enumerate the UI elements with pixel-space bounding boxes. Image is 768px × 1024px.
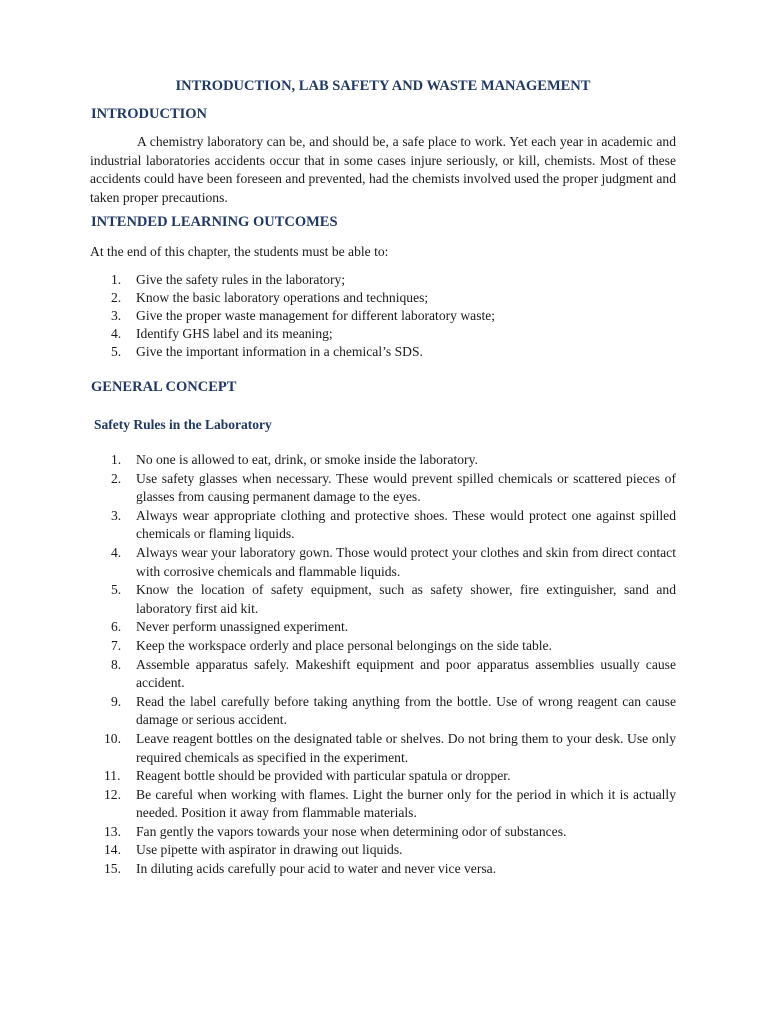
list-item [90,470,676,507]
item-text: Leave reagent bottles on the designated table or shelves. Do not bring them to your desk. Use only required chemicals as specified in the experiment. [136,730,676,765]
item-text: No one is allowed to eat, drink, or smoke inside the laboratory. [136,452,478,467]
item-number: 5. [111,582,122,598]
introduction-heading: INTRODUCTION [91,106,208,122]
introduction-paragraph [90,133,676,207]
item-number: 12. [104,786,121,802]
item-text: Always wear appropriate clothing and protective shoes. These would protect one against spilled chemicals or flaming liquids. [136,507,676,542]
list-item [90,767,676,786]
item-number: 9. [111,693,122,709]
list-item [90,786,676,823]
list-item [90,307,676,325]
safety-rules-list [90,451,676,879]
outcomes-lead: At the end of this chapter, the students must be able to: [90,244,389,259]
list-item [90,289,676,307]
list-item [90,618,676,637]
item-text: Never perform unassigned experiment. [136,619,349,635]
list-item [90,656,676,693]
item-text: Always wear your laboratory gown. Those would protect your clothes and skin from direct contact with corrosive chemicals and flammable liquids. [136,544,676,579]
item-text: Know the basic laboratory operations and techniques; [136,290,429,305]
item-number: 6. [111,619,122,635]
item-number: 15. [104,861,121,877]
list-item [90,507,676,544]
item-text: Use pipette with aspirator in drawing out liquids. [136,842,403,858]
list-item [90,693,676,730]
item-number: 13. [104,823,121,839]
item-number: 1. [111,272,122,287]
list-item [90,730,676,767]
list-item [90,451,676,470]
item-text: Give the proper waste management for different laboratory waste; [136,308,496,323]
list-item [90,860,676,879]
general-concept-heading: GENERAL CONCEPT [91,379,237,395]
document-title: INTRODUCTION, LAB SAFETY AND WASTE MANAGEMENT [175,78,591,94]
item-text: In diluting acids carefully pour acid to water and never vice versa. [136,861,497,877]
item-number: 7. [111,637,122,653]
list-item [90,823,676,842]
item-number: 2. [111,290,122,305]
item-text: Give the important information in a chemical’s SDS. [136,344,423,359]
item-text: Keep the workspace orderly and place personal belongings on the side table. [136,637,552,653]
introduction-text: A chemistry laboratory can be, and should be, a safe place to work. Yet each year in academic and industrial laboratories accidents occur that in some cases injure seriously, or kill, chemists. Most of these accidents could have been foreseen and prevented, had the chemists involved used the proper judgment and taken proper precautions. [90,134,676,205]
item-text: Assemble apparatus safely. Makeshift equipment and poor apparatus assemblies usually cause accident. [136,656,676,691]
item-number: 1. [111,452,122,467]
item-text: Use safety glasses when necessary. These would prevent spilled chemicals or scattered pieces of glasses from causing permanent damage to the eyes. [136,470,676,505]
item-number: 3. [111,308,122,323]
item-text: Read the label carefully before taking anything from the bottle. Use of wrong reagent can cause damage or serious accident. [136,693,676,728]
item-number: 8. [111,656,122,672]
list-item [90,343,676,361]
item-text: Be careful when working with flames. Light the burner only for the period in which it is actually needed. Position it away from flammable materials. [136,786,676,821]
list-item [90,581,676,618]
item-text: Give the safety rules in the laboratory; [136,272,346,287]
item-text: Reagent bottle should be provided with particular spatula or dropper. [136,768,511,784]
item-number: 5. [111,344,122,359]
item-number: 2. [111,470,122,486]
item-text: Identify GHS label and its meaning; [136,326,333,341]
item-text: Fan gently the vapors towards your nose when determining odor of substances. [136,823,567,839]
item-number: 4. [111,326,122,341]
item-number: 11. [104,768,121,784]
item-number: 10. [104,730,121,746]
item-number: 4. [111,544,122,560]
outcomes-heading: INTENDED LEARNING OUTCOMES [91,214,338,230]
list-item [90,841,676,860]
list-item [90,271,676,289]
list-item [90,544,676,581]
item-number: 3. [111,507,122,523]
item-text: Know the location of safety equipment, such as safety shower, fire extinguisher, sand and laboratory first aid kit. [136,582,676,616]
outcomes-list [90,271,676,361]
safety-rules-subheading: Safety Rules in the Laboratory [94,417,272,432]
item-number: 14. [104,842,121,858]
list-item [90,637,676,656]
list-item [90,325,676,343]
